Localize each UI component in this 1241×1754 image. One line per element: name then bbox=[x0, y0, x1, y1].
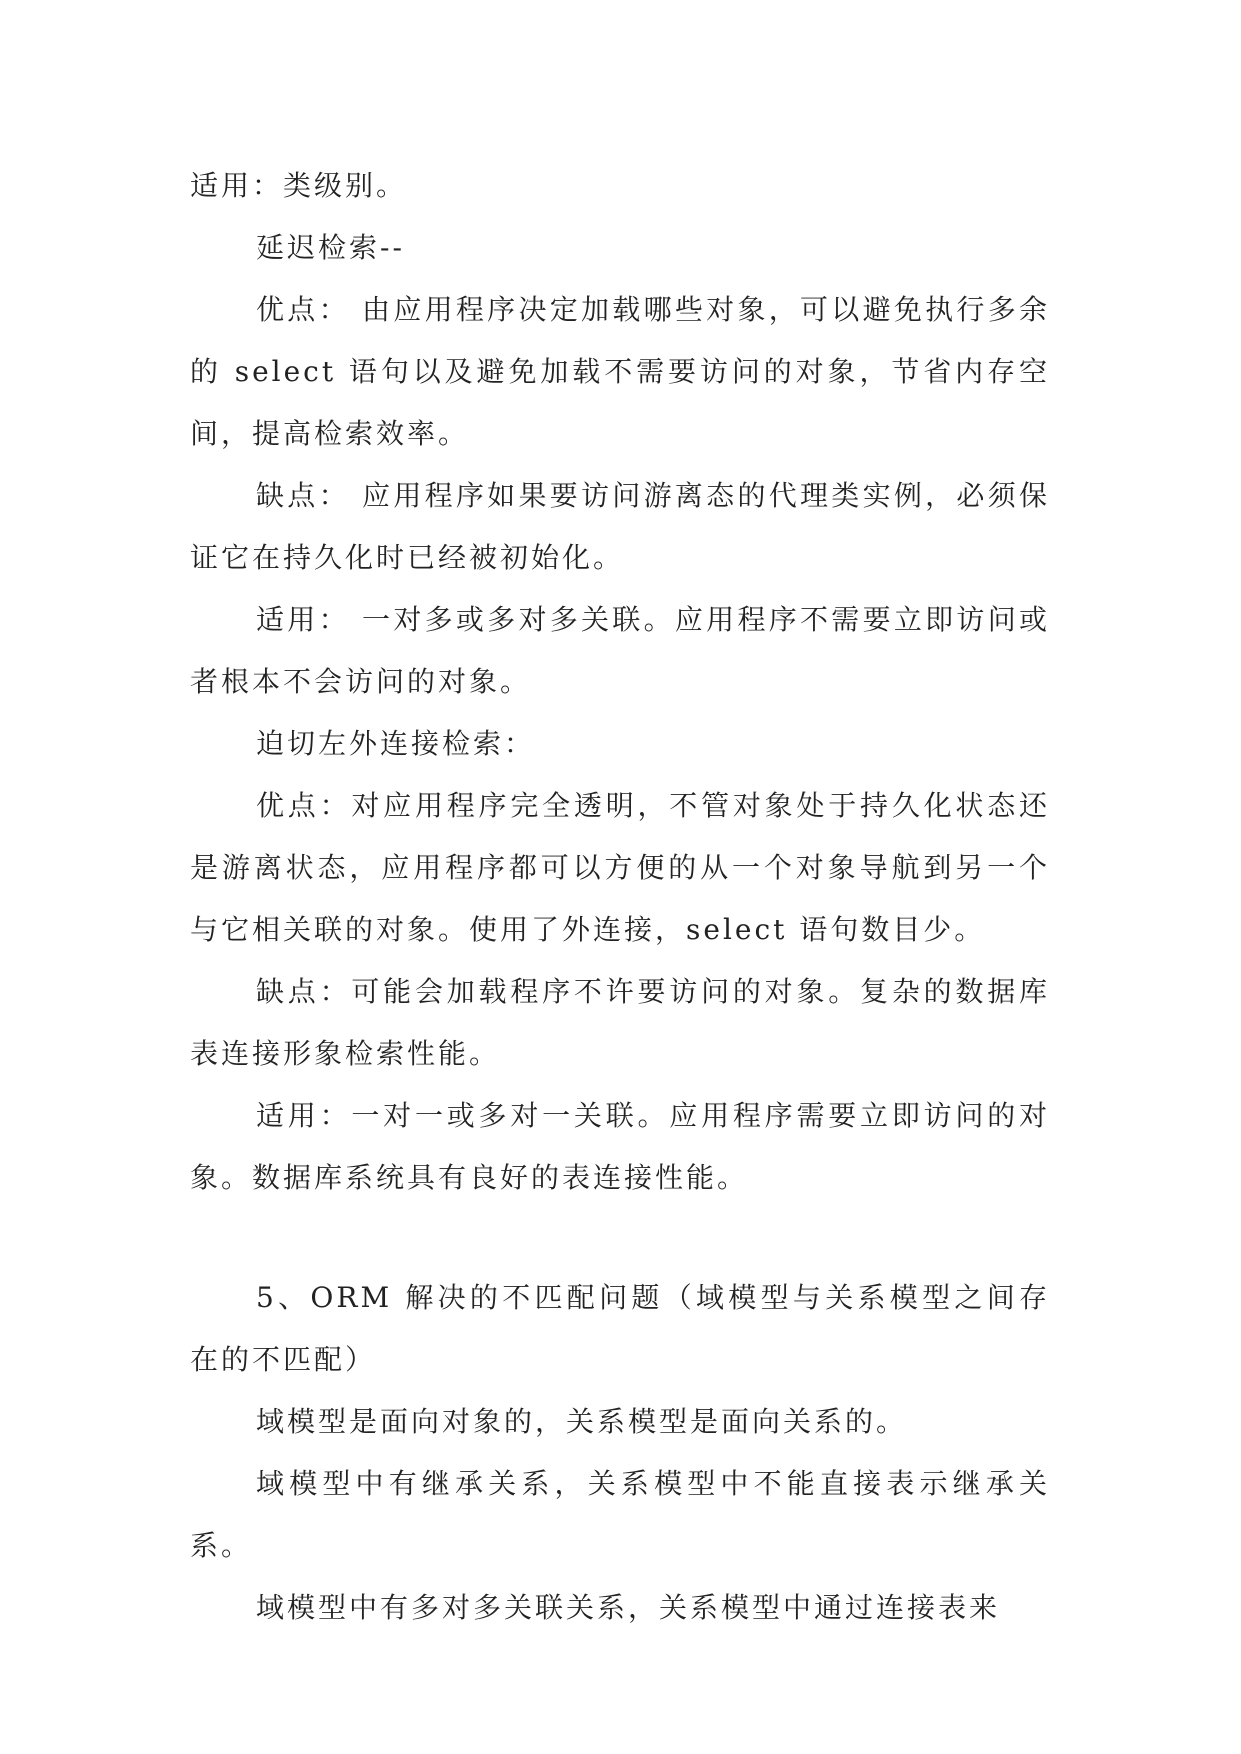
paragraph-lazy-applicable: 适用： 一对多或多对多关联。应用程序不需要立即访问或者根本不会访问的对象。 bbox=[190, 603, 1050, 698]
paragraph-eager-outer-join-heading: 迫切左外连接检索： bbox=[256, 727, 536, 760]
paragraph-eager-applicable: 适用：一对一或多对一关联。应用程序需要立即访问的对象。数据库系统具有良好的表连接性能。 bbox=[190, 1099, 1050, 1194]
paragraph-eager-disadvantages: 缺点：可能会加载程序不许要访问的对象。复杂的数据库表连接形象检索性能。 bbox=[190, 975, 1050, 1070]
paragraph-lazy-retrieval-heading: 延迟检索-- bbox=[256, 231, 405, 264]
paragraph-lazy-disadvantages: 缺点： 应用程序如果要访问游离态的代理类实例，必须保证它在持久化时已经被初始化。 bbox=[190, 479, 1050, 574]
section-heading-orm-mismatch: 5、ORM 解决的不匹配问题（域模型与关系模型之间存在的不匹配） bbox=[190, 1281, 1050, 1376]
paragraph-lazy-advantages: 优点： 由应用程序决定加载哪些对象，可以避免执行多余的 select 语句以及避免加载不需要访问的对象，节省内存空间，提高检索效率。 bbox=[190, 293, 1050, 450]
document-page bbox=[190, 155, 1050, 1639]
paragraph-inheritance: 域模型中有继承关系，关系模型中不能直接表示继承关系。 bbox=[190, 1467, 1050, 1562]
paragraph-domain-vs-relational: 域模型是面向对象的，关系模型是面向关系的。 bbox=[256, 1405, 908, 1438]
paragraph-eager-advantages: 优点：对应用程序完全透明，不管对象处于持久化状态还是游离状态，应用程序都可以方便的从一个对象导航到另一个与它相关联的对象。使用了外连接，select 语句数目少。 bbox=[190, 789, 1050, 946]
paragraph-many-to-many: 域模型中有多对多关联关系，关系模型中通过连接表来 bbox=[256, 1591, 1001, 1624]
paragraph-applicable-class-level: 适用：类级别。 bbox=[190, 169, 408, 202]
section-spacer bbox=[190, 1209, 1050, 1267]
